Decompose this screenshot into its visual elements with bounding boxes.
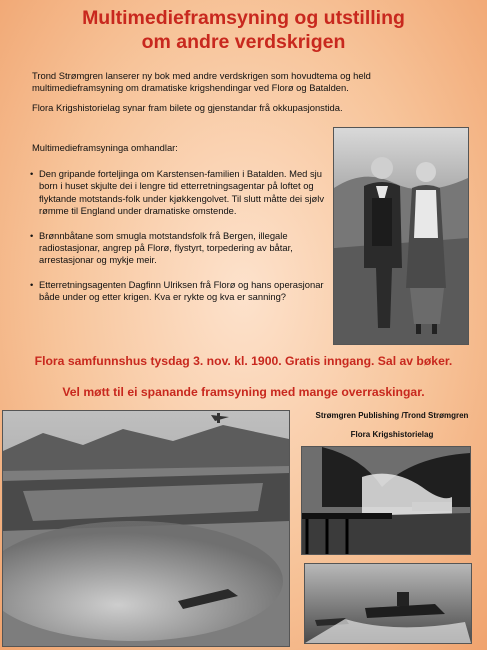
program-item-text: Etterretningsagenten Dagfinn Ulriksen frå Florø og hans operasjonar både under og etter krigen. Kva er rykte og kva er sanning? [39, 278, 324, 303]
bullet-marker: • [30, 278, 34, 290]
program-lead: Multimedieframsyninga omhandlar: [32, 142, 178, 153]
program-item-text: Brønnbåtane som smugla motstandsfolk frå Bergen, illegale radiostasjonar, angrep på Florø, flystyrt, torpedering av båtar, arrestasjonar og mykje meir. [39, 229, 293, 266]
poster-title-line-1: Multimedieframsyning og utstilling [82, 7, 405, 29]
poster-title-line-2: om andre verdskrigen [141, 31, 346, 53]
program-item [30, 230, 330, 267]
poster-title [0, 6, 487, 54]
intro-section [32, 70, 462, 121]
society-credit: Flora Krigshistorielag [350, 430, 434, 439]
publisher-credit: Strømgren Publishing /Trond Strømgren [315, 411, 469, 420]
event-details: Flora samfunnshus tysdag 3. nov. kl. 1900. Gratis inngang. Sal av bøker. [34, 354, 453, 368]
welcome-line: Vel møtt til ei spanande framsyning med mange overraskingar. [62, 385, 425, 399]
couple-portrait-photo [333, 127, 469, 345]
program-list [30, 168, 330, 316]
torpedo-boats-photo [304, 563, 472, 644]
burning-harbour-photo [301, 446, 471, 555]
bullet-marker: • [30, 168, 34, 179]
harbour-aerial-photo [2, 410, 290, 647]
program-item [30, 279, 330, 304]
intro-paragraph-2: Flora Krigshistorielag synar fram bilete og gjenstandar frå okkupasjonstida. [32, 101, 343, 113]
bullet-marker: • [30, 229, 34, 241]
program-item [30, 168, 330, 218]
program-item-text: Den gripande forteljinga om Karstensen-familien i Batalden. Med sju born i huset skjulte dei i lengre tid etterretningsagentar på loftet og flyktande motstands-folk under kjøkkengolvet. Til slutt måtte dei sjølv rømme til England under dramatiske omstende. [39, 168, 325, 217]
intro-paragraph-1: Trond Strømgren lanserer ny bok med andre verdskrigen som hovudtema og held multimedieframsyning om dramatiske krigshendingar ved Florø og Batalden. [32, 70, 371, 94]
